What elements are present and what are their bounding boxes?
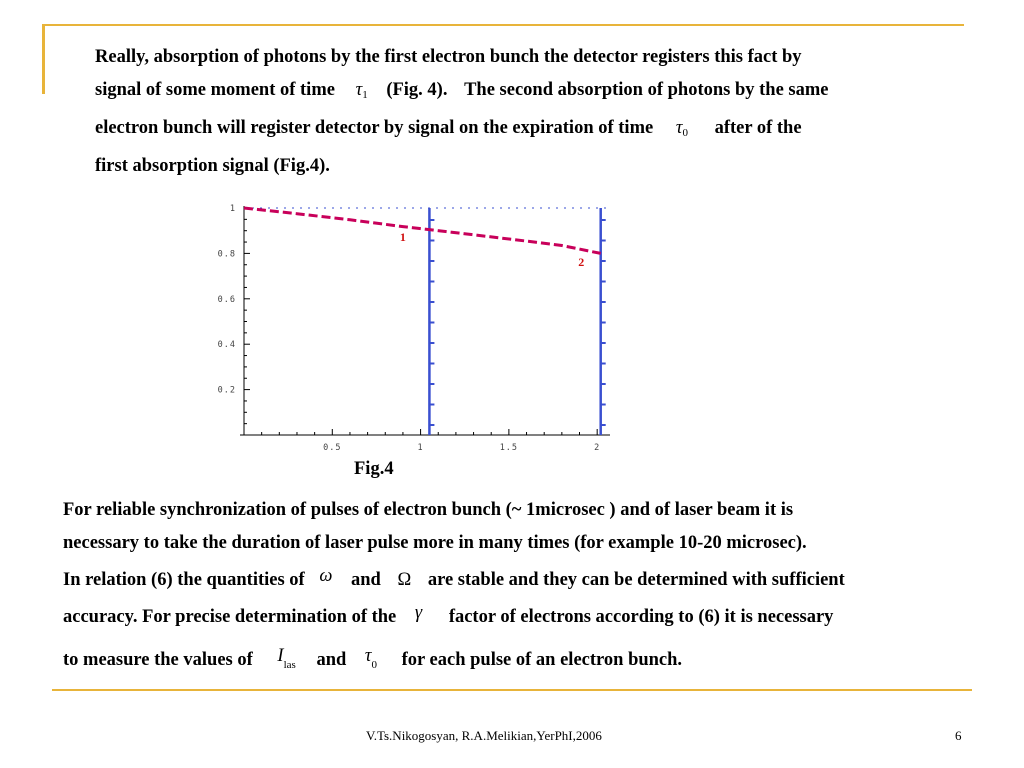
intro-line-1: Really, absorption of photons by the first electron bunch the detector registers this fact by	[95, 47, 802, 67]
fig-ref: (Fig. 4).	[386, 80, 448, 100]
body-line-3-text: In relation (6) the quantities of	[63, 570, 305, 590]
footer-authors: V.Ts.Nikogosyan, R.A.Melikian,YerPhI,2006	[366, 728, 602, 743]
y-tick-label: 0.2	[217, 385, 236, 396]
figure-caption: Fig.4	[354, 459, 394, 479]
body-line-3-tail: are stable and they can be determined with sufficient	[427, 570, 845, 590]
y-tick-label: 0.6	[217, 294, 236, 305]
intro-paragraph	[95, 41, 829, 183]
capital-omega-symbol: Ω	[397, 570, 412, 590]
body-paragraph	[63, 494, 845, 682]
x-tick-label: 1	[417, 443, 424, 453]
body-line-1: For reliable synchronization of pulses of electron bunch (~ 1microsec ) and of laser beam it is	[63, 500, 794, 520]
left-accent-rule	[42, 24, 45, 94]
body-line-5-and: and	[316, 650, 347, 670]
bottom-accent-rule	[52, 689, 972, 691]
body-line-3-and: and	[351, 570, 381, 590]
intro-line-3-text: electron bunch will register detector by signal on the expiration of time	[95, 118, 654, 138]
probability-curve	[244, 208, 601, 253]
x-tick-label: 2	[594, 443, 601, 453]
gamma-symbol: γ	[414, 603, 423, 623]
intro-line-4: first absorption signal (Fig.4).	[95, 156, 330, 176]
i-las-symbol: $I_{las}$	[277, 646, 296, 671]
body-line-2: necessary to take the duration of laser pulse more in many times (for example 10-20 microsec).	[63, 533, 807, 553]
body-line-3	[63, 560, 845, 597]
intro-line-2	[95, 74, 829, 112]
body-line-5	[63, 640, 845, 682]
tau0-symbol: $\tau_0$	[675, 118, 688, 139]
intro-line-2-text: signal of some moment of time	[95, 80, 335, 100]
y-tick-label: 1	[229, 204, 236, 214]
curve-marker-2: 2	[578, 254, 585, 269]
body-line-4-text: accuracy. For precise determination of the	[63, 607, 397, 627]
curve-marker-1: 1	[399, 229, 406, 244]
page-number: 6	[955, 728, 962, 743]
y-tick-label: 0.4	[217, 340, 236, 351]
tau0-symbol-body: $\tau_0$	[364, 646, 378, 671]
intro-line-3	[95, 112, 829, 150]
x-tick-label: 0.5	[323, 443, 342, 453]
intro-line-2-tail: The second absorption of photons by the same	[464, 80, 829, 100]
body-line-5-tail: for each pulse of an electron bunch.	[401, 650, 683, 670]
body-line-4-tail: factor of electrons according to (6) it is necessary	[448, 607, 834, 627]
tau1-symbol: $\tau_1$	[355, 80, 368, 101]
omega-symbol: ω	[319, 566, 333, 586]
top-accent-rule	[42, 24, 964, 26]
y-tick-label: 0.8	[217, 249, 236, 260]
body-line-5-text: to measure the values of	[63, 650, 253, 670]
intro-line-3-tail: after of the	[714, 118, 802, 138]
body-line-4	[63, 597, 845, 634]
x-tick-label: 1.5	[499, 443, 519, 453]
